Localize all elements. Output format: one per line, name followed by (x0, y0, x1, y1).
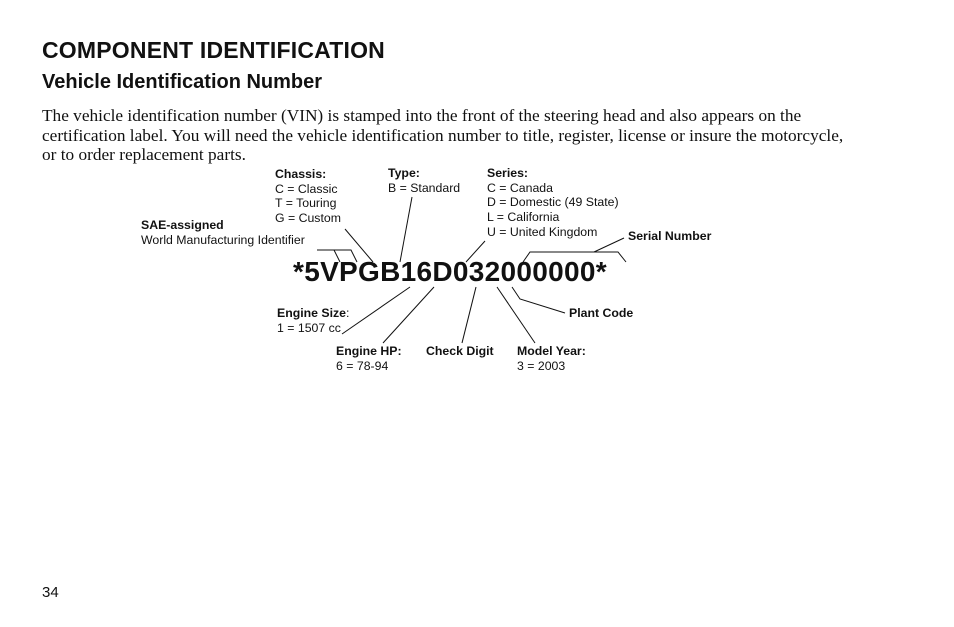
intro-line: certification label. You will need the vehicle identification number to title, register, license or insure the motorcycle, (42, 125, 844, 145)
label-chassis-line: T = Touring (275, 196, 337, 211)
label-plant-code (569, 306, 633, 321)
label-sae-title: SAE-assigned (141, 218, 224, 232)
page-number: 34 (42, 584, 59, 601)
label-plant-code-title: Plant Code (569, 306, 634, 320)
engine-size-leader (342, 287, 410, 334)
label-model-year-line: 3 = 2003 (517, 358, 566, 373)
label-chassis-line: C = Classic (275, 181, 338, 196)
label-type (388, 166, 460, 195)
label-type-line: B = Standard (388, 180, 461, 195)
label-series (487, 166, 619, 240)
intro-line: The vehicle identification number (VIN) is stamped into the front of the steering head and also appears on the (42, 106, 802, 125)
label-model-year-title: Model Year: (517, 344, 586, 358)
section-title: COMPONENT IDENTIFICATION (42, 37, 385, 63)
label-sae-line: World Manufacturing Identifier (141, 232, 305, 247)
label-chassis-line: G = Custom (275, 211, 341, 226)
label-engine-size-colon: : (346, 306, 350, 320)
intro-line: or to order replacement parts. (42, 145, 246, 164)
label-engine-size-line: 1 = 1507 cc (277, 320, 341, 335)
label-serial-number (628, 229, 711, 244)
label-serial-title: Serial Number (628, 229, 712, 243)
label-engine-hp-title: Engine HP: (336, 344, 402, 358)
label-chassis-title: Chassis: (275, 167, 327, 181)
label-model-year (517, 344, 586, 373)
subsection-title: Vehicle Identification Number (42, 71, 323, 93)
serial-leader (594, 238, 624, 252)
label-chassis (275, 167, 341, 226)
label-check-digit-title: Check Digit (426, 344, 494, 358)
engine-hp-leader (383, 287, 434, 343)
label-engine-size-title: Engine Size (277, 306, 347, 320)
label-engine-hp (336, 344, 402, 373)
label-series-line: D = Domestic (49 State) (487, 195, 619, 210)
label-series-line: L = California (487, 210, 560, 225)
label-type-title: Type: (388, 166, 420, 180)
plant-code-leader (512, 287, 565, 313)
label-engine-hp-line: 6 = 78-94 (336, 358, 389, 373)
type-leader (400, 197, 412, 262)
label-check-digit (426, 344, 494, 359)
label-series-line: U = United Kingdom (487, 224, 598, 239)
model-year-leader (497, 287, 535, 343)
check-digit-leader (462, 287, 476, 343)
vin-number: *5VPGB16D032000000* (293, 256, 607, 287)
label-series-line: C = Canada (487, 180, 553, 195)
label-engine-size (277, 306, 349, 335)
label-series-title: Series: (487, 166, 529, 180)
